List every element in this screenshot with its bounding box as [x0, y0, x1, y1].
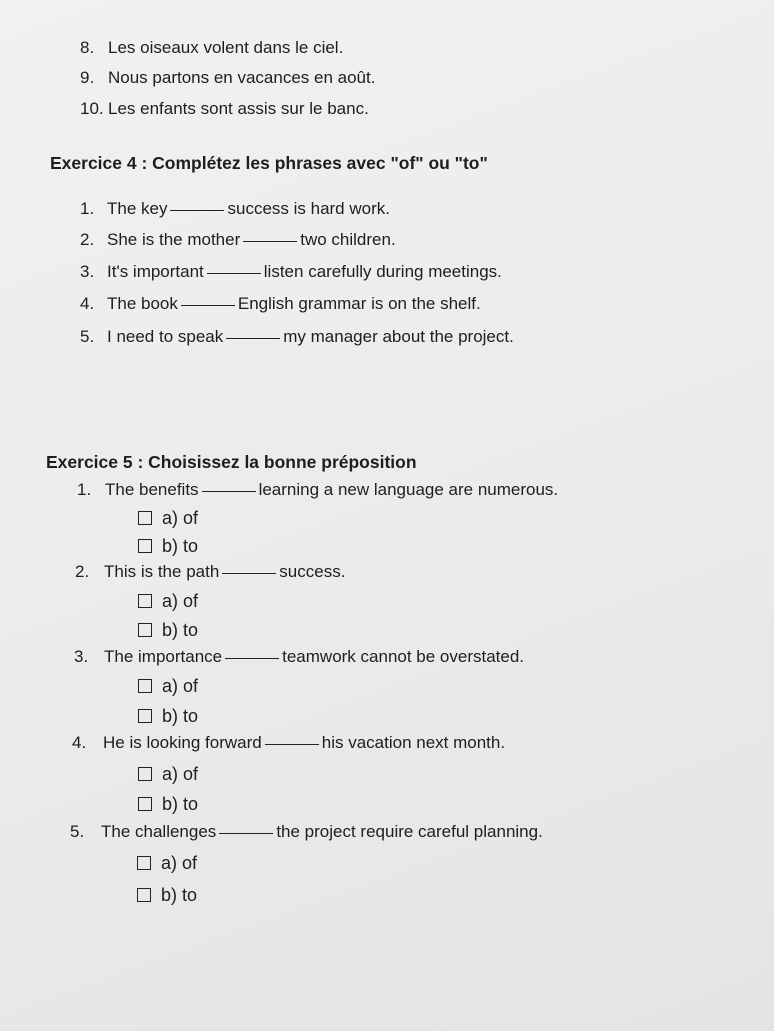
ex5-q2-option-b[interactable] [138, 620, 198, 640]
checkbox[interactable] [137, 856, 151, 870]
answer-blank[interactable] [222, 573, 276, 574]
option-label: b) to [162, 706, 199, 726]
checkbox[interactable] [138, 511, 152, 525]
answer-blank[interactable] [243, 241, 297, 242]
item-after: the project require careful planning. [276, 822, 543, 841]
item-number: 4. [72, 733, 87, 752]
item-after: English grammar is on the shelf. [237, 294, 481, 313]
item-before: He is looking forward [103, 733, 262, 752]
option-label: a) of [162, 676, 199, 696]
item-before: The challenges [101, 822, 217, 841]
checkbox[interactable] [138, 539, 152, 553]
ex5-item-3 [74, 647, 524, 667]
item-before: This is the path [104, 562, 220, 581]
item-after: my manager about the project. [283, 327, 514, 346]
option-label: b) to [162, 794, 199, 814]
ex3-item-8 [80, 38, 343, 58]
item-text: Nous partons en vacances en août. [108, 68, 376, 87]
item-number: 8. [80, 38, 95, 57]
item-number: 2. [80, 230, 95, 249]
ex5-item-1 [77, 480, 558, 500]
option-label: a) of [162, 591, 199, 611]
item-number: 4. [80, 294, 95, 313]
checkbox[interactable] [138, 797, 152, 811]
answer-blank[interactable] [265, 744, 319, 745]
option-label: a) of [162, 764, 199, 784]
checkbox[interactable] [138, 623, 152, 637]
ex5-q2-option-a[interactable] [138, 591, 198, 611]
item-number: 9. [80, 68, 95, 87]
item-before: I need to speak [107, 327, 224, 346]
ex4-item-2 [80, 230, 396, 250]
item-before: It's important [107, 262, 204, 281]
ex5-item-4 [72, 733, 505, 753]
item-after: two children. [300, 230, 396, 249]
item-after: success. [279, 562, 346, 581]
item-before: The key [107, 199, 168, 218]
answer-blank[interactable] [170, 210, 224, 211]
ex3-item-9 [80, 68, 375, 88]
item-number: 5. [80, 327, 95, 346]
answer-blank[interactable] [207, 273, 261, 274]
item-number: 3. [80, 262, 95, 281]
option-label: b) to [162, 620, 199, 640]
ex5-title: Exercice 5 : Choisissez la bonne préposition [46, 452, 417, 472]
ex4-item-4 [80, 294, 481, 314]
ex5-q1-option-a[interactable] [138, 508, 198, 528]
item-number: 5. [70, 822, 85, 841]
checkbox[interactable] [138, 709, 152, 723]
item-after: teamwork cannot be overstated. [282, 647, 525, 666]
answer-blank[interactable] [219, 833, 273, 834]
answer-blank[interactable] [181, 305, 235, 306]
answer-blank[interactable] [202, 491, 256, 492]
checkbox[interactable] [138, 594, 152, 608]
item-number: 2. [75, 562, 90, 581]
option-label: a) of [161, 853, 198, 873]
ex5-q5-option-a[interactable] [137, 853, 197, 873]
ex5-item-2 [75, 562, 345, 582]
option-label: b) to [161, 885, 198, 905]
item-after: success is hard work. [227, 199, 390, 218]
ex5-q3-option-a[interactable] [138, 676, 198, 696]
option-label: a) of [162, 508, 199, 528]
item-before: She is the mother [107, 230, 241, 249]
ex5-item-5 [70, 822, 543, 842]
ex5-q4-option-b[interactable] [138, 794, 198, 814]
ex5-q1-option-b[interactable] [138, 536, 198, 556]
item-number: 1. [77, 480, 92, 499]
ex5-q4-option-a[interactable] [138, 764, 198, 784]
item-before: The book [107, 294, 178, 313]
ex5-q3-option-b[interactable] [138, 706, 198, 726]
item-after: listen carefully during meetings. [263, 262, 502, 281]
item-before: The importance [104, 647, 223, 666]
ex4-item-5 [80, 327, 514, 347]
item-number: 3. [74, 647, 89, 666]
checkbox[interactable] [137, 888, 151, 902]
item-after: learning a new language are numerous. [258, 480, 559, 499]
item-number: 1. [80, 199, 95, 218]
answer-blank[interactable] [225, 658, 279, 659]
checkbox[interactable] [138, 679, 152, 693]
answer-blank[interactable] [226, 338, 280, 339]
item-before: The benefits [105, 480, 199, 499]
checkbox[interactable] [138, 767, 152, 781]
ex5-q5-option-b[interactable] [137, 885, 197, 905]
item-number: 10. [80, 99, 104, 118]
item-text: Les enfants sont assis sur le banc. [108, 99, 369, 118]
ex4-item-3 [80, 262, 502, 282]
item-text: Les oiseaux volent dans le ciel. [108, 38, 344, 57]
ex3-item-10 [80, 99, 369, 119]
ex4-item-1 [80, 199, 390, 219]
ex4-title: Exercice 4 : Complétez les phrases avec "of" ou "to" [50, 153, 488, 173]
option-label: b) to [162, 536, 199, 556]
item-after: his vacation next month. [321, 733, 506, 752]
